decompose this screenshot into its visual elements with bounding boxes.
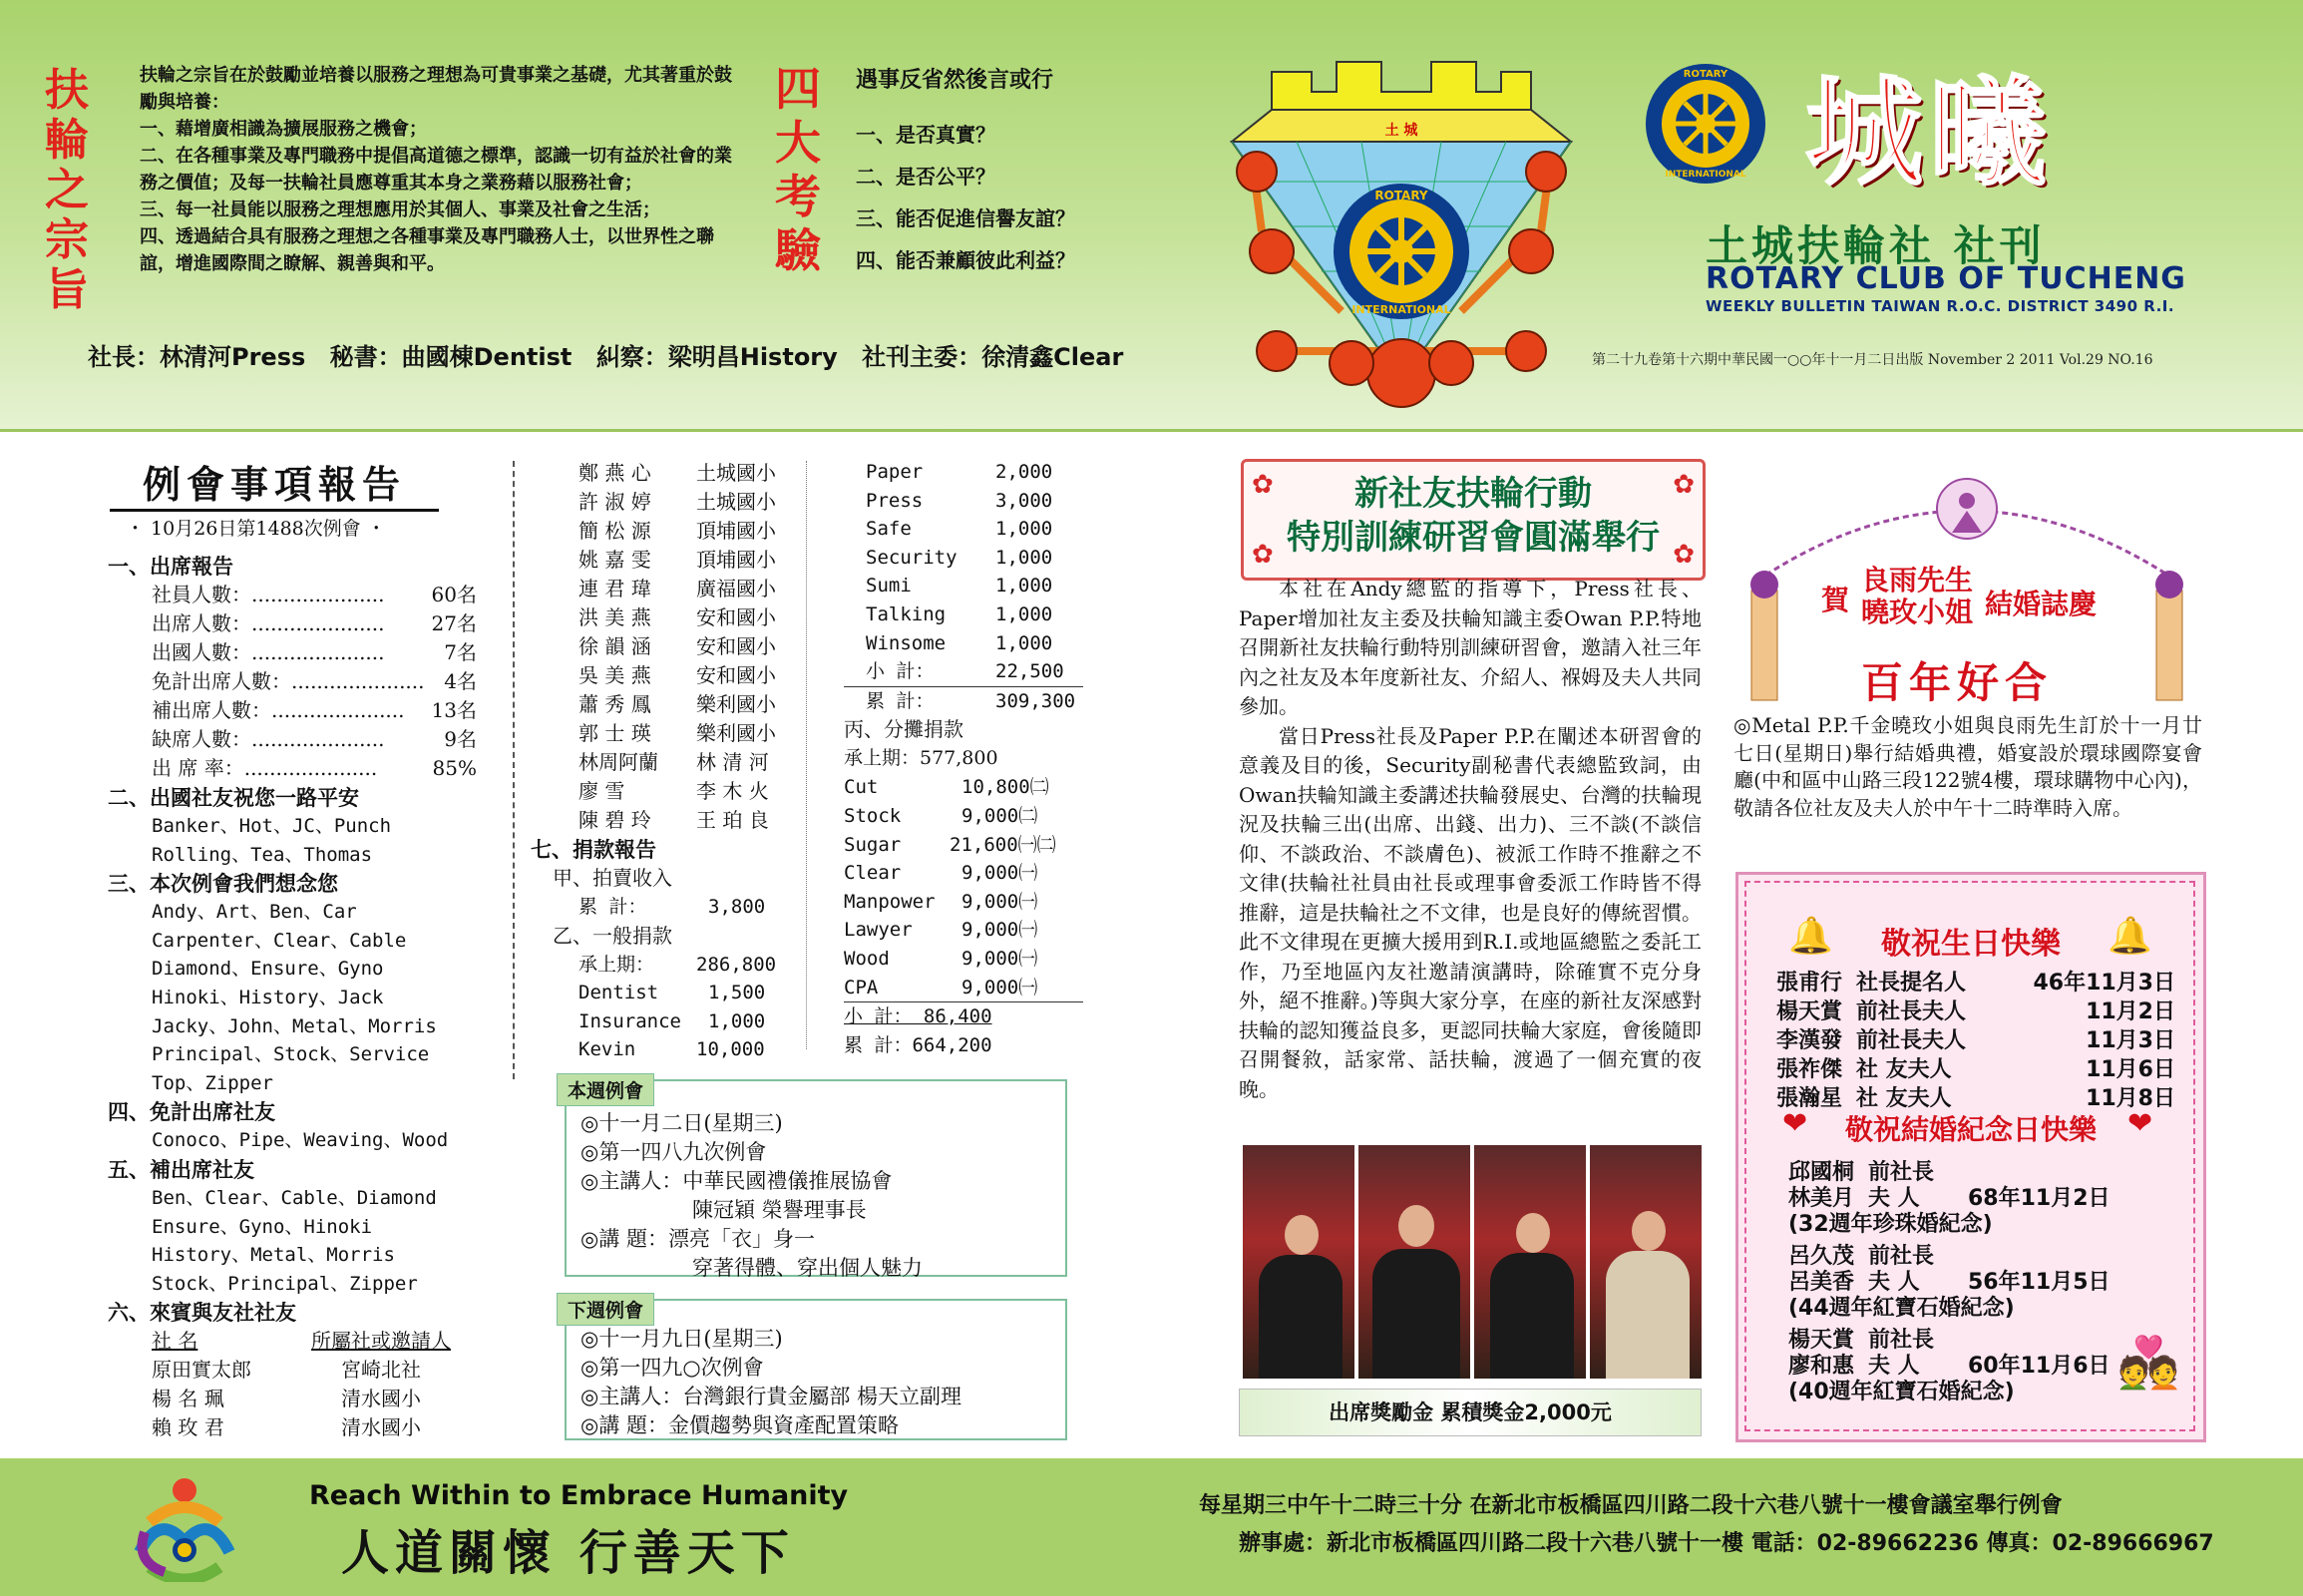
club-name-zh: 土城扶輪社 社刊: [1706, 221, 2046, 270]
attendance-title: 一、出席報告: [108, 554, 233, 579]
photo: [1472, 1143, 1588, 1381]
club-subtitle-en: WEEKLY BULLETIN TAIWAN R.O.C. DISTRICT 3490 R.I.: [1706, 297, 2175, 315]
this-week-content: [580, 1109, 923, 1283]
birthday-row: 楊天賞 前社長夫人 11月2日: [1776, 999, 2175, 1024]
shared-row: Sugar 21,600㈠㈡: [844, 833, 1056, 856]
general-row: Sumi 1,000: [866, 575, 1053, 598]
makeup-list: Stock、Principal、Zipper: [152, 1272, 418, 1295]
next-week-line: ◎主講人：台灣銀行貴金屬部 楊天立副理: [580, 1385, 961, 1408]
rose-icon: ✿: [1252, 470, 1274, 500]
general-title: 乙、一般捐款: [553, 923, 672, 948]
office-info: 辦事處：新北市板橋區四川路二段十六巷八號十一樓 電話：02-89662236 傳真：02-89666967: [1239, 1531, 2214, 1556]
miss-list: Andy、Art、Ben、Car: [152, 901, 357, 924]
general-row: Talking 1,000: [866, 602, 1053, 625]
attendance-row: 補出席人數： ..................... 13名: [152, 698, 477, 722]
column-divider: [806, 461, 807, 1049]
auction-total: 累 計： 3,800: [578, 896, 766, 918]
rotary-logo-icon: [1644, 62, 1767, 186]
next-week-line: ◎第一四九○次例會: [580, 1356, 764, 1380]
general-row: 承上期： 286,800: [578, 953, 777, 976]
report-col1: [108, 552, 477, 1442]
wedding-congrats: 賀: [1821, 584, 1850, 616]
person-body: [1490, 1253, 1574, 1379]
guests-header: 社 名 所屬社或邀請人: [152, 1329, 451, 1354]
theme-logo-icon: [130, 1472, 239, 1582]
this-week-line: ◎十一月二日(星期三): [580, 1111, 783, 1135]
bell-icon: 🔔: [1788, 916, 1833, 957]
anniversary-item: 呂久茂 前社長 呂美香 夫 人 56年11月5日 (44週年紅寶石婚紀念): [1788, 1244, 2111, 1321]
attendance-row: 社員人數： ..................... 60名: [152, 583, 477, 606]
rose-icon: ✿: [1252, 540, 1274, 570]
fourway-item: 四、能否兼顧彼此利益？: [856, 248, 1075, 272]
this-week-line: ◎主講人：中華民國禮儀推展協會: [580, 1169, 893, 1193]
guests-continued: [531, 459, 780, 1064]
birthday-list: [1776, 969, 2175, 1113]
issue-info: 第二十九卷第十六期中華民國一○○年十一月二日出版 November 2 2011 Vol.29 NO.16: [1592, 352, 2153, 368]
attendance-row: 缺席人數： ..................... 9名: [152, 727, 477, 751]
miss-list: Jacky、John、Metal、Morris: [152, 1014, 437, 1037]
this-week-label: 本週例會: [557, 1073, 654, 1106]
guest-row: 連 君 瑋 廣福國小: [578, 577, 776, 600]
guest-row: 徐 韻 涵 安和國小: [578, 634, 776, 658]
this-week-line: ◎第一四八九次例會: [580, 1140, 767, 1164]
this-week-line: ◎講 題：漂亮「衣」身一: [580, 1227, 815, 1251]
general-row: Paper 2,000: [866, 461, 1053, 483]
guest-row: 陳 碧 玲 王 珀 良: [578, 808, 769, 832]
person-head: [1285, 1215, 1319, 1255]
anniversary-item: 邱國桐 前社長 林美月 夫 人 68年11月2日 (32週年珍珠婚紀念): [1788, 1160, 2111, 1237]
general-row: Press 3,000: [866, 489, 1053, 512]
footer-band: [0, 1458, 2303, 1596]
makeup-list: History、Metal、Morris: [152, 1244, 395, 1267]
guest-row: 郭 士 瑛 樂利國小: [578, 721, 776, 745]
mission-text: [140, 62, 738, 277]
article-headline-line1: 新社友扶輪行動: [1354, 474, 1592, 514]
guest-row: 姚 嘉 雯 頂埔國小: [578, 548, 776, 572]
fourway-item: 二、是否公平？: [856, 165, 995, 189]
mission-item: 一、藉增廣相識為擴展服務之機會；: [140, 119, 427, 140]
photo: [1588, 1143, 1704, 1381]
miss-list: Diamond、Ensure、Gyno: [152, 958, 384, 981]
photo: [1356, 1143, 1472, 1381]
general-row: Safe 1,000: [866, 518, 1053, 541]
this-week-box: [565, 1079, 1067, 1280]
mission-item: 二、在各種事業及專門職務中提倡高道德之標準，認識一切有益於社會的業務之價值；及每一扶輪社員應尊重其本身之業務藉以服務社會；: [140, 146, 732, 194]
header-band: [0, 0, 2303, 432]
person-body: [1372, 1249, 1460, 1379]
abroad-list: Banker、Hot、JC、Punch: [152, 815, 392, 837]
tucheng-emblem: [1202, 52, 1601, 431]
general-row: Dentist 1,500: [578, 982, 766, 1004]
rose-icon: ✿: [1673, 470, 1695, 500]
guest-row: 廖 雪 李 木 火: [578, 779, 769, 803]
fourway-text: [856, 66, 1185, 275]
guest-row: 吳 美 燕 安和國小: [578, 663, 776, 687]
person-head: [1632, 1211, 1666, 1251]
shared-row: CPA 9,000㈠: [844, 974, 1083, 1003]
groom-name: 良雨先生: [1861, 564, 1974, 597]
anniversary-title: 敬祝結婚紀念日快樂: [1844, 1113, 2097, 1146]
makeup-title: 五、補出席社友: [108, 1156, 254, 1182]
rotary-ring-top: ROTARY: [1683, 69, 1728, 80]
general-row: Winsome 1,000: [866, 631, 1053, 654]
exempt-list: Conoco、Pipe、Weaving、Wood: [152, 1129, 449, 1152]
guest-row: 許 淑 婷 土城國小: [578, 490, 776, 514]
heart-icon: ❤: [1782, 1106, 1808, 1141]
next-week-line: ◎講 題：金價趨勢與資產配置策略: [580, 1413, 899, 1437]
donation-title: 七、捐款報告: [531, 837, 656, 862]
fourway-title: [770, 62, 826, 277]
general-row: Kevin 10,000: [578, 1038, 765, 1061]
fourway-item: 一、是否真實？: [856, 123, 995, 147]
article-photos: [1241, 1143, 1702, 1381]
guest-row: 蕭 秀 鳳 樂利國小: [578, 692, 776, 716]
fourway-title-text: 四大考驗: [775, 62, 821, 277]
shared-row: Manpower 9,000㈠: [844, 890, 1038, 913]
shared-row: Wood 9,000㈠: [844, 947, 1038, 970]
guests-title: 六、來賓與友社社友: [108, 1300, 296, 1326]
birthday-row: 張甫行 社長提名人 46年11月3日: [1776, 971, 2175, 996]
celebration-box: [1735, 872, 2206, 1442]
article-headline-line2: 特別訓練研習會圓滿舉行: [1287, 518, 1660, 558]
wedding-blessing: 百年好合: [1861, 658, 2054, 707]
makeup-list: Ben、Clear、Cable、Diamond: [152, 1186, 437, 1209]
this-week-line: 陳冠穎 榮譽理事長: [692, 1198, 867, 1222]
wedding-celebrate: 結婚誌慶: [1985, 588, 2098, 620]
guest-row: 簡 松 源 頂埔國小: [578, 519, 776, 543]
guest-row: 洪 美 燕 安和國小: [578, 605, 776, 629]
miss-list: Carpenter、Clear、Cable: [152, 929, 407, 952]
slogan-zh: 人道關懷 行善天下: [341, 1525, 795, 1581]
article-headline-box: [1241, 459, 1706, 581]
article-paragraph: 當日Press社長及Paper P.P.在闡述本研習會的意義及目的後，Security副秘書代表總監致詞，由Owan扶輪知識主委講述扶輪發展史、台灣的扶輪現況及扶輪三出(出席、出錢、出力)、三不談(不談信仰、不談政治、不談膚色)、被派工作時不推辭之不文律(扶輪社社員由社長或理事會委派工作時皆不得推辭，這是扶輪社之不文律，也是良好的傳統習慣。此不文律現在更擴大援用到R.I.或地區總監之委託工作，乃至地區內友社邀請演講時，除確實不克分身外，絕不推辭。)等與大家分享，在座的新社友深感對扶輪的認知獲益良多，更認同扶輪大家庭，會後隨即召開餐敘，話家常、話扶輪，渡過了一個充實的夜晚。: [1239, 723, 1702, 1101]
miss-title: 三、本次例會我們想念您: [108, 871, 338, 897]
miss-list: Top、Zipper: [152, 1071, 273, 1094]
next-week-label: 下週例會: [557, 1293, 654, 1326]
abroad-list: Rolling、Tea、Thomas: [152, 843, 373, 866]
column-divider: [513, 461, 515, 1079]
person-body: [1259, 1255, 1343, 1379]
next-week-box: [565, 1299, 1067, 1440]
slogan-en: Reach Within to Embrace Humanity: [309, 1480, 849, 1511]
auction-title: 甲、拍賣收入: [553, 866, 672, 890]
mission-item: 三、每一社員能以服務之理想應用於其個人、事業及社會之生活；: [140, 200, 660, 220]
heart-icon: ❤: [2127, 1106, 2153, 1141]
exempt-title: 四、免計出席社友: [108, 1099, 275, 1125]
shared-title: 丙、分攤捐款: [844, 717, 963, 742]
shared-row: Stock 9,000㈡: [844, 804, 1038, 827]
shared-row: Lawyer 9,000㈠: [844, 919, 1038, 942]
attendance-prize: 出席獎勵金 累積獎金2,000元: [1239, 1389, 1702, 1436]
next-week-line: ◎十一月九日(星期三): [580, 1327, 783, 1351]
person-body: [1606, 1251, 1690, 1379]
wedding-names: [1861, 565, 1973, 628]
bell-icon: 🔔: [2108, 916, 2152, 957]
photo: [1241, 1143, 1356, 1381]
miss-list: Principal、Stock、Service: [152, 1043, 430, 1066]
officer-editor: 社刊主委：徐清鑫Clear: [862, 343, 1124, 371]
officer-sergeant: 糾察：梁明昌History: [595, 343, 838, 371]
shared-total: 累 計：664,200: [844, 1033, 992, 1056]
report-subtitle: ・ 10月26日第1488次例會 ・: [126, 518, 386, 540]
bulletin-title: 城曦: [1805, 63, 2054, 201]
guest-row: 鄭 燕 心 土城國小: [578, 461, 776, 485]
article-body: [1239, 575, 1702, 1104]
guest-row: 楊 名 珮 清水國小: [152, 1387, 421, 1411]
birthday-title: 敬祝生日快樂: [1881, 927, 2061, 962]
club-name-en: ROTARY CLUB OF TUCHENG: [1706, 261, 2186, 296]
general-subtotal: 小 計： 22,500: [844, 657, 1083, 687]
guest-row: 原田實太郎 宮崎北社: [152, 1358, 421, 1383]
bride-name: 曉玫小姐: [1861, 596, 1974, 628]
article-headline: [1284, 472, 1663, 560]
emblem-ring-bottom: INTERNATIONAL: [1351, 303, 1451, 316]
donations-continued: [844, 458, 1083, 1059]
guest-row: 林周阿蘭 林 清 河: [578, 750, 769, 774]
birthday-row: 張祚傑 社 友夫人 11月6日: [1776, 1057, 2175, 1082]
abroad-title: 二、出國社友祝您一路平安: [108, 785, 359, 810]
fourway-item: 三、能否促進信譽友誼？: [856, 206, 1075, 230]
emblem-ring-top: ROTARY: [1374, 189, 1428, 202]
shared-row: Clear 9,000㈠: [844, 862, 1038, 885]
officer-president: 社長：林清河Press: [88, 343, 306, 371]
emblem-label: 土 城: [1384, 123, 1418, 139]
rose-icon: ✿: [1673, 540, 1695, 570]
person-head: [1398, 1205, 1434, 1247]
mission-title: [42, 66, 92, 315]
next-week-content: [580, 1325, 961, 1440]
shared-prev: 承上期：577,800: [844, 747, 998, 770]
attendance-row: 出席人數： ..................... 27名: [152, 611, 477, 635]
shared-row: Cut 10,800㈡: [844, 776, 1049, 799]
mission-title-text: 扶輪之宗旨: [45, 65, 89, 315]
fourway-intro: 遇事反省然後言或行: [856, 68, 1054, 93]
attendance-row: 免計出席人數： ..................... 4名: [152, 669, 477, 693]
meeting-info: 每星期三中午十二時三十分 在新北市板橋區四川路二段十六巷八號十一樓會議室舉行例會: [1199, 1493, 2063, 1518]
birthday-row: 張瀚星 社 友夫人 11月8日: [1776, 1086, 2175, 1111]
wedding-notice: ◎Metal P.P.千金曉玫小姐與良雨先生訂於十一月廿七日(星期日)舉行結婚典禮，婚宴設於環球國際宴會廳(中和區中山路三段122號4樓，環球購物中心內)，敬請各位社友及夫人於中午十二時準時入席。: [1733, 713, 2202, 820]
report-title: 例會事項報告: [110, 454, 439, 512]
officers-line: [88, 337, 1139, 372]
person-head: [1516, 1213, 1550, 1253]
shared-subtotal: 小 計： 86,400: [844, 1005, 992, 1028]
general-row: Security 1,000: [866, 546, 1053, 569]
this-week-line: 穿著得體、穿出個人魅力: [692, 1256, 923, 1280]
wedding-couple-icon: 💑: [2117, 1334, 2180, 1392]
attendance-row: 出國人數： ..................... 7名: [152, 640, 477, 664]
mission-intro: 扶輪之宗旨在於鼓勵並培養以服務之理想為可貴事業之基礎，尤其著重於鼓勵與培養：: [140, 65, 732, 113]
general-row: Insurance 1,000: [578, 1009, 766, 1032]
mission-item: 四、透過結合具有服務之理想之各種事業及專門職務人士，以世界性之聯誼，增進國際間之瞭解、親善與和平。: [140, 226, 714, 274]
general-total: 累 計： 309,300: [866, 689, 1076, 712]
miss-list: Hinoki、History、Jack: [152, 986, 384, 1008]
officer-secretary: 秘書：曲國棟Dentist: [329, 343, 573, 371]
guest-row: 賴 玫 君 清水國小: [152, 1415, 421, 1440]
birthday-row: 李漢發 前社長夫人 11月3日: [1776, 1028, 2175, 1053]
rotary-ring-bottom: INTERNATIONAL: [1665, 170, 1746, 180]
article-paragraph: 本社在Andy總監的指導下，Press社長、Paper增加社友主委及扶輪知識主委Owan P.P.特地召開新社友扶輪行動特別訓練研習會，邀請入社三年內之社友及本年度新社友、介紹人、褓姆及夫人共同參加。: [1239, 577, 1702, 718]
makeup-list: Ensure、Gyno、Hinoki: [152, 1215, 373, 1238]
anniversary-item: 楊天賞 前社長 廖和惠 夫 人 60年11月6日 (40週年紅寶石婚紀念): [1788, 1328, 2111, 1404]
attendance-row: 出 席 率： ..................... 85%: [152, 756, 477, 780]
